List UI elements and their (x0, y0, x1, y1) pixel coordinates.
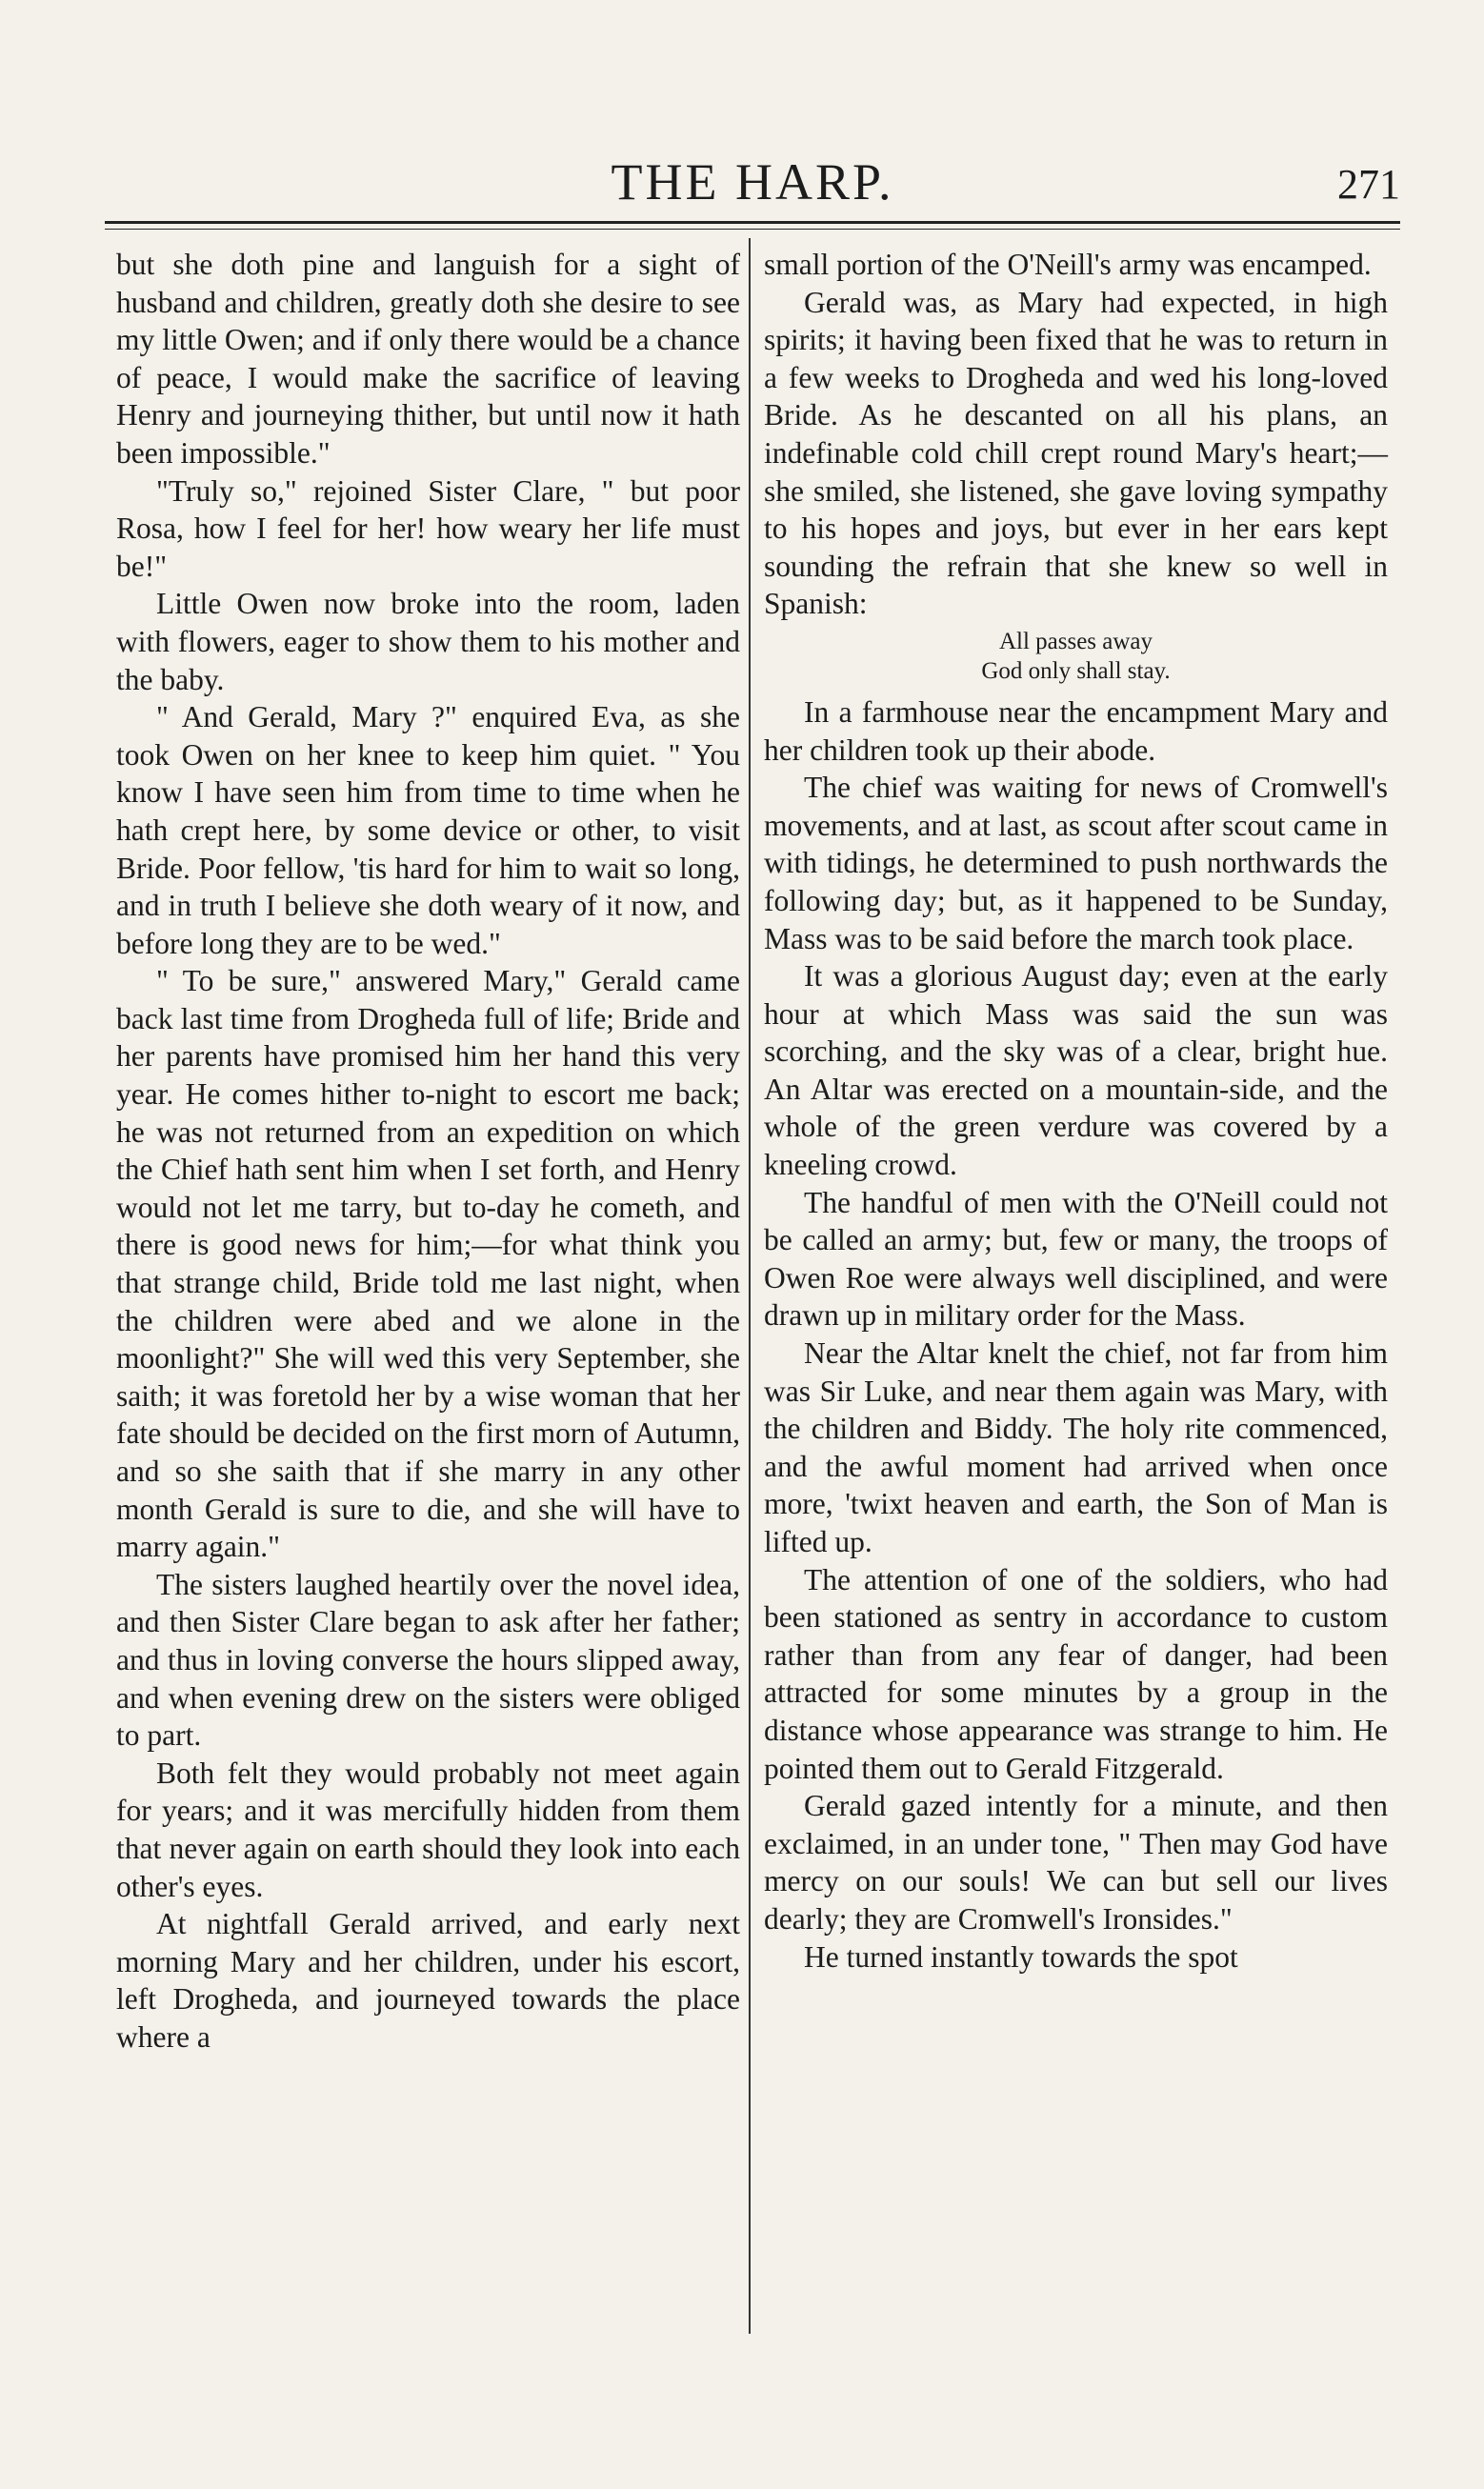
column-divider (749, 238, 751, 2334)
masthead (105, 152, 1400, 219)
paragraph: The sisters laughed heartily over the novel idea, and then Sister Clare began to ask after her father; and thus in loving converse the hours slipped away, and when evening drew on the sisters were obliged to part. (116, 1567, 740, 1753)
paragraph: In a farmhouse near the encampment Mary and her children took up their abode. (764, 694, 1388, 767)
page-number: 271 (1337, 161, 1400, 208)
paragraph: "Truly so," rejoined Sister Clare, " but poor Rosa, how I feel for her! how weary her life must be!" (116, 473, 740, 583)
paragraph: Gerald was, as Mary had expected, in high spirits; it having been fixed that he was to return in a few weeks to Drogheda and wed his long-loved Bride. As he descanted on all his plans, an indefinable cold chill crept round Mary's heart;—she smiled, she listened, she gave loving sympathy to his hopes and joys, but ever in her ears kept sounding the refrain that she knew so well in Spanish: (764, 285, 1388, 621)
paragraph: He turned instantly towards the spot (804, 1939, 1238, 1974)
header-rule-thin (105, 229, 1400, 230)
paragraph: small portion of the O'Neill's army was encamped. (764, 248, 1372, 281)
paragraph: The attention of one of the soldiers, who had been stationed as sentry in accordance to custom rather than from any fear of danger, had been attracted for some minutes by a group in the distance whose appearance was strange to him. He pointed them out to Gerald Fitzgerald. (764, 1562, 1388, 1785)
paragraph: " And Gerald, Mary ?" enquired Eva, as she took Owen on her knee to keep him quiet. " You know I have seen him from time to time when he hath crept here, by some device or other, to visit Bride. Poor fellow, 'tis hard for him to wait so long, and in truth I believe she doth weary of it now, and before long they are to be wed." (116, 700, 740, 960)
paragraph: Little Owen now broke into the room, laden with flowers, eager to show them to his mother and the baby. (116, 587, 740, 696)
paragraph: " To be sure," answered Mary," Gerald came back last time from Drogheda full of life; Bride and her parents have promised him her hand this very year. He comes hither to-night to escort me back; he was not returned from an expedition on which the Chief hath sent him when I set forth, and Henry would not let me tarry, but to-day he cometh, and there is good news for him;—for what think you that strange child, Bride told me last night, when the children were abed and we alone in the moonlight?" She will wed this very September, she saith; it was foretold her by a wise woman that her fate should be decided on the first morn of Autumn, and so she saith that if she marry in any other month Gerald is sure to die, and she will have to marry again." (116, 964, 740, 1564)
paragraph: At nightfall Gerald arrived, and early next morning Mary and her children, under his escort, left Drogheda, and journeyed towards the place where a (116, 1907, 740, 2054)
verse-quote (764, 627, 1388, 686)
header-rule-thick (105, 221, 1400, 224)
verse-line: God only shall stay. (981, 657, 1171, 684)
paragraph: The chief was waiting for news of Cromwell's movements, and at last, as scout after scout came in with tidings, he determined to push northwards the following day; but, as it happened to be Sunday, Mass was to be said before the march took place. (764, 771, 1388, 955)
paragraph: Both felt they would probably not meet again for years; and it was mercifully hidden from them that never again on earth should they look into each other's eyes. (116, 1756, 740, 1903)
left-column (116, 246, 740, 2057)
verse-line: All passes away (998, 628, 1153, 654)
paragraph: The handful of men with the O'Neill could not be called an army; but, few or many, the troops of Owen Roe were always well disciplined, and were drawn up in military order for the Mass. (764, 1185, 1388, 1333)
paragraph: but she doth pine and languish for a sight of husband and children, greatly doth she desire to see my little Owen; and if only there would be a chance of peace, I would make the sacrifice of leaving Henry and journeying thither, but until now it hath been impossible." (116, 248, 740, 470)
journal-title: THE HARP. (611, 153, 894, 211)
paragraph: Gerald gazed intently for a minute, and then exclaimed, in an under tone, " Then may God have mercy on our souls! We can but sell our lives dearly; they are Cromwell's Ironsides." (764, 1789, 1388, 1936)
paragraph: It was a glorious August day; even at the early hour at which Mass was said the sun was scorching, and the sky was of a clear, bright hue. An Altar was erected on a mountain-side, and the whole of the green verdure was covered by a kneeling crowd. (764, 959, 1388, 1182)
right-column (764, 246, 1388, 1976)
paragraph: Near the Altar knelt the chief, not far from him was Sir Luke, and near them again was Mary, with the children and Biddy. The holy rite commenced, and the awful moment had arrived when once more, 'twixt heaven and earth, the Son of Man is lifted up. (764, 1336, 1388, 1558)
